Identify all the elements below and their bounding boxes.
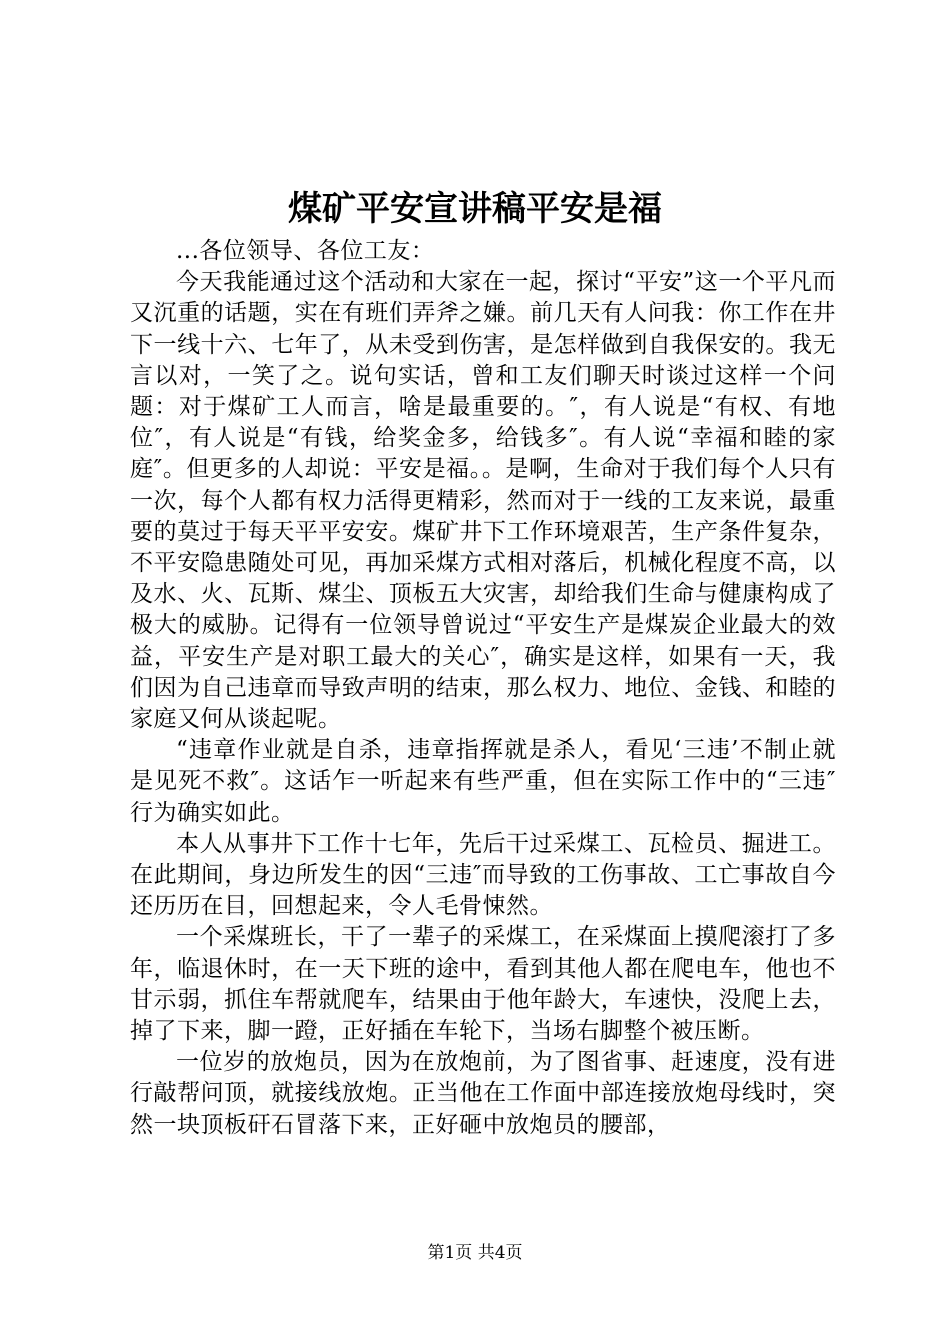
page-footer: 第1页 共4页 [427, 1243, 523, 1263]
paragraph-greeting: ...各位领导、各位工友： [176, 238, 435, 264]
paragraph: 一位岁的放炮员，因为在放炮前，为了图省事、赶速度，没有进行敲帮问顶，就接线放炮。正当他在工作面中部连接放炮母线时，突然一块顶板矸石冒落下来，正好砸中放炮员的腰部， [130, 1049, 836, 1138]
document-title: 煤矿平安宣讲稿平安是福 [288, 189, 662, 229]
paragraph: “违章作业就是自杀，违章指挥就是杀人，看见‘三违’不制止就是见死不救″。这话乍一听起来有些严重，但在实际工作中的“三违″行为确实如此。 [130, 737, 836, 826]
document-body [130, 236, 836, 1141]
paragraph: 一个采煤班长，干了一辈子的采煤工，在采煤面上摸爬滚打了多年，临退休时，在一天下班的途中，看到其他人都在爬电车，他也不甘示弱，抓住车帮就爬车，结果由于他年龄大，车速快，没爬上去，掉了下来，脚一蹬，正好插在车轮下，当场右脚整个被压断。 [130, 924, 836, 1045]
paragraph: 今天我能通过这个活动和大家在一起，探讨“平安”这一个平凡而又沉重的话题，实在有班们弄斧之嫌。前几天有人问我：你工作在井下一线十六、七年了，从未受到伤害，是怎样做到自我保安的。我无言以对，一笑了之。说句实话，曾和工友们聊天时谈过这样一个问题：对于煤矿工人而言，啥是最重要的。″，有人说是“有权、有地位″，有人说是“有钱，给奖金多，给钱多″。有人说“幸福和睦的家庭″。但更多的人却说：平安是福。。是啊，生命对于我们每个人只有一次，每个人都有权力活得更精彩，然而对于一线的工友来说，最重要的莫过于每天平平安安。煤矿井下工作环境艰苦，生产条件复杂，不平安隐患随处可见，再加采煤方式相对落后，机械化程度不高，以及水、火、瓦斯、煤尘、顶板五大灾害，却给我们生命与健康构成了极大的威胁。记得有一位领导曾说过“平安生产是煤炭企业最大的效益，平安生产是对职工最大的关心″，确实是这样，如果有一天，我们因为自己违章而导致声明的结束，那么权力、地位、金钱、和睦的家庭又何从谈起呢。 [130, 269, 836, 733]
paragraph: 本人从事井下工作十七年，先后干过采煤工、瓦检员、掘进工。在此期间，身边所发生的因“三违″而导致的工伤事故、工亡事故自今还历历在目，回想起来，令人毛骨悚然。 [130, 830, 836, 920]
